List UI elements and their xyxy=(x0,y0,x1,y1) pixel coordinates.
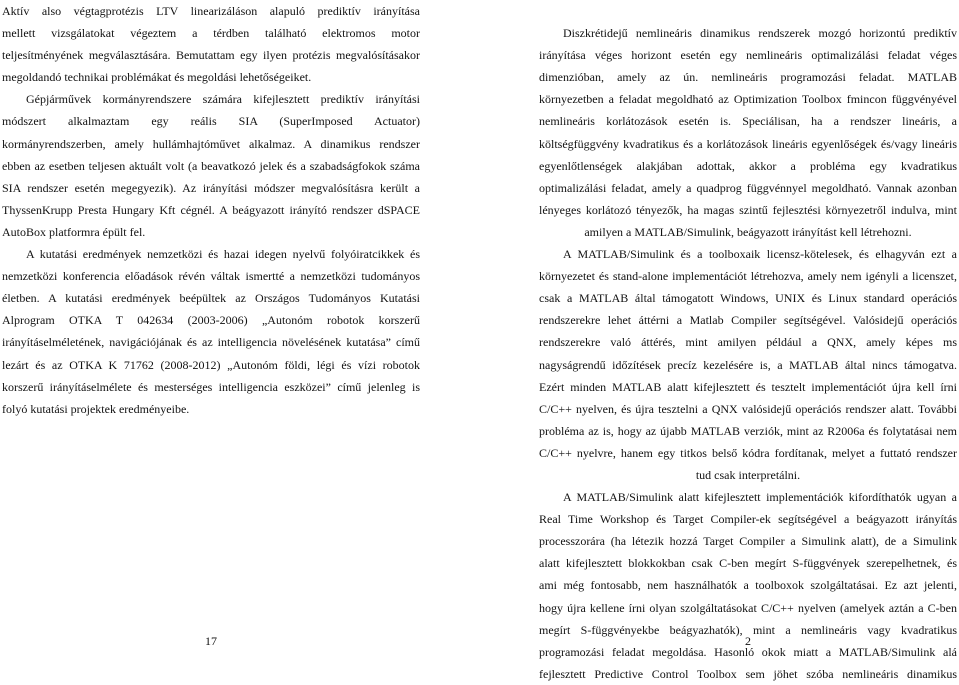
text-line: mellett vizsgálatokat végeztem a térdben található elektromos motor xyxy=(2,26,420,41)
text-line: kormányrendszerben, amely hullámhajtóművet alkalmaz. A dinamikus rendszer xyxy=(2,136,420,151)
text-line: A MATLAB/Simulink és a toolboxaik licensz-kötelesek, és elhagyván ezt a xyxy=(563,247,957,262)
text-line: teljesítményének megválasztására. Bemutattam egy ilyen protézis megvalósításakor xyxy=(2,48,420,63)
text-line: Gépjárművek kormányrendszere számára kifejlesztett prediktív irányítási xyxy=(26,92,420,107)
text-line: irányítása véges horizont esetén egy nemlineáris optimalizálási feladat véges xyxy=(539,48,957,63)
text-line: processzorára (ha létezik hozzá Target Compiler a Simulink alatt), de a Simulink xyxy=(539,534,957,549)
text-line: Real Time Workshop és Target Compiler-ek segítségével a beágyazott irányítás xyxy=(539,512,957,527)
text-line: C/C++ nyelvre, hanem egy titkos belső kódra fordítanak, melyet a futtató rendszer xyxy=(539,445,957,460)
text-line: amilyen a MATLAB/Simulink, beágyazott irányítást kell létrehozni. xyxy=(584,224,912,239)
text-line: A kutatási eredmények nemzetközi és hazai idegen nyelvű folyóiratcikkek és xyxy=(26,247,420,262)
text-line: módszert alkalmaztam egy reális SIA (SuperImposed Actuator) xyxy=(2,114,420,129)
text-line: probléma az is, hogy az újabb MATLAB verziók, mint az R2006a és folytatásai nem xyxy=(539,423,957,438)
text-line: környezetet és stand-alone implementációt létrehozva, amely nem igényli a licenszet, xyxy=(539,269,957,284)
text-line: C/C++ nyelven, és újra tesztelni a QNX valósidejű operációs rendszer alatt. További xyxy=(539,401,957,416)
text-line: AutoBox platformra épült fel. xyxy=(2,224,146,239)
text-line: tud csak interpretálni. xyxy=(695,467,801,482)
text-line: Aktív also végtagprotézis LTV linearizáláson alapuló prediktív irányítása xyxy=(2,4,420,18)
text-line: rendszerekre lehet áttérni a Matlab Compiler segítségével. Valósidejű operációs xyxy=(539,313,957,328)
text-line: dimenzióban, amely az ún. nemlineáris programozási feladat. MATLAB xyxy=(539,70,957,85)
text-line: lényeges korlátozó tényezők, ha magas szintű fejlesztési környezetről indulva, mint xyxy=(539,202,957,217)
text-line: Alprogram OTKA T 042634 (2003-2006) „Autonóm robotok korszerű xyxy=(2,313,420,328)
text-line: lezárt és az OTKA K 71762 (2008-2012) „Autonóm földi, légi és vízi robotok xyxy=(2,357,420,372)
text-line: egyenlőtlenségek alakjában adottak, akkor a probléma egy kvadratikus xyxy=(539,158,957,173)
left-page-text xyxy=(2,0,420,420)
text-line: nagyságrendű időzítések precíz kezelésére is, a MATLAB által nincs támogatva. xyxy=(539,357,957,372)
text-line: fejlesztett Predictive Control Toolbox sem jöhet szóba nemlineáris dinamikus xyxy=(539,666,957,681)
text-line: ami még fontosabb, nem használhatók a toolboxok szolgáltatásai. Ez azt jelenti, xyxy=(539,578,957,593)
text-line: környezetben a feladat megoldható az Optimization Toolbox fmincon függvényével xyxy=(539,92,957,107)
text-line xyxy=(539,0,957,22)
text-line: csak a MATLAB által támogatott Windows, UNIX és Linux standard operációs xyxy=(539,291,957,306)
text-line: programozási feladat megoldása. Hasonló okok miatt a MATLAB/Simulink alá xyxy=(539,644,957,659)
text-line: megírt S-függvényekbe beágyazhatók), mint a nemlineáris vagy kvadratikus xyxy=(539,622,957,637)
text-line: költségfüggvény kvadratikus és a korlátozások lineáris egyenlőségek és/vagy lineáris xyxy=(539,136,957,151)
text-line: életben. A kutatási eredmények beépültek az Országos Tudományos Kutatási xyxy=(2,291,420,306)
text-line: nemlineáris korlátozások esetén is. Speciálisan, ha a rendszer lineáris, a xyxy=(539,114,957,129)
text-line: megoldandó technikai problémákat és megoldási lehetőségeiket. xyxy=(2,70,312,85)
text-line: alatt kifejlesztett blokkokban csak C-ben megírt S-függvények szerepelhetnek, és xyxy=(539,556,957,571)
text-line: korszerű irányításelmélete és mesterséges intelligencia eszközei” című jelenleg is xyxy=(2,379,420,394)
left-page-number: 17 xyxy=(205,634,217,648)
text-line: folyó kutatási projektek eredményeibe. xyxy=(2,401,190,416)
text-line: A MATLAB/Simulink alatt kifejlesztett implementációk kifordíthatók ugyan a xyxy=(563,490,957,505)
text-line: ebben az esetben teljesen aktuált volt (a beavatkozó jelek és a szabadságfokok száma xyxy=(2,158,420,173)
text-line: irányításelméletének, navigációjának és az intelligencia növelésének kutatása” című xyxy=(2,335,420,350)
text-line: nemzetközi konferencia előadások révén váltak ismertté a nemzetközi tudományos xyxy=(2,269,420,284)
text-line: ThyssenKrupp Presta Hungary Kft cégnél. A beágyazott irányító rendszer dSPACE xyxy=(2,202,420,217)
text-line: Diszkrétidejű nemlineáris dinamikus rendszerek mozgó horizontú prediktív xyxy=(563,26,957,41)
right-page-number: 2 xyxy=(745,634,751,648)
text-line: hogy újra kellene írni olyan szolgáltatásokat C/C++ nyelven (amelyek aztán a C-ben xyxy=(539,600,957,615)
text-line: optimalizálási feladat, amely a quadprog függvénnyel megoldható. Vannak azonban xyxy=(539,180,957,195)
text-line: rendszerekre való áttérés, mint amilyen például a QNX, amely képes ms xyxy=(539,335,957,350)
right-page-text xyxy=(539,0,957,685)
text-line: SIA rendszer esetén megegyezik). Az irányítási módszer megvalósításra került a xyxy=(2,180,420,195)
text-line: Ezért minden MATLAB alatt kifejlesztett és tesztelt implementációt újra kell írni xyxy=(539,379,957,394)
